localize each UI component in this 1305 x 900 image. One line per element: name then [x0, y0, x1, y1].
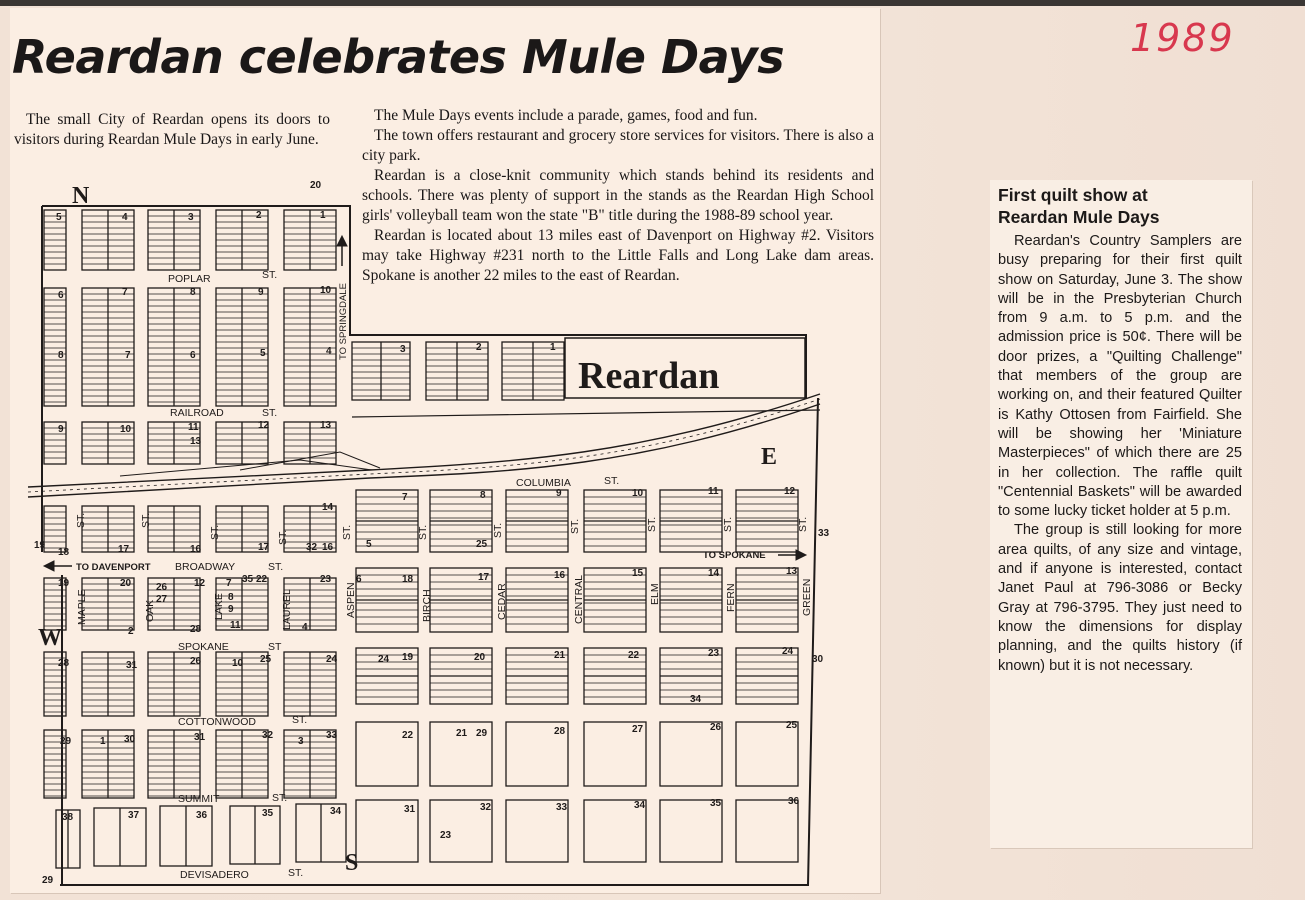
block-number: 21: [554, 650, 566, 661]
block-number: 3: [188, 212, 194, 223]
block-number: 17: [478, 572, 490, 583]
block-number: 19: [58, 578, 70, 589]
street-suffix: ST.: [277, 529, 289, 545]
street-label-spokane: SPOKANE: [178, 641, 229, 653]
map-title: Reardan: [578, 355, 720, 397]
block-number: 13: [786, 566, 798, 577]
block-number: 5: [366, 539, 372, 550]
block-numbers: [34, 180, 830, 886]
block-number: 4: [302, 622, 308, 633]
street-suffix: ST.: [569, 518, 581, 534]
block-number: 31: [126, 660, 138, 671]
block-number: 4: [326, 346, 332, 357]
block-number: 16: [554, 570, 566, 581]
block-number: 8: [480, 490, 486, 501]
article-paragraph: The town offers restaurant and grocery store services for visitors. There is also a city park.: [362, 127, 874, 164]
block-number: 35: [262, 808, 274, 819]
block-number: 28: [190, 624, 202, 635]
street-label-green: GREEN: [801, 578, 813, 616]
block-number: 9: [258, 287, 264, 298]
street-suffix: ST.: [288, 867, 304, 879]
street-suffix: ST.: [492, 522, 504, 538]
block-number: 14: [322, 502, 334, 513]
block-number: 26: [156, 582, 168, 593]
block-number: 36: [196, 810, 208, 821]
block-number: 37: [128, 810, 140, 821]
block-number: 18: [402, 574, 414, 585]
street-suffix: ST.: [268, 561, 284, 573]
block-number: 5: [56, 212, 62, 223]
block-number: 33: [326, 730, 338, 741]
street-label-columbia: COLUMBIA: [516, 477, 571, 489]
street-suffix: ST.: [797, 516, 809, 532]
block-number: 36: [788, 796, 800, 807]
article-paragraph: The small City of Reardan opens its doors to visitors during Reardan Mule Days in early June.: [14, 111, 330, 148]
block-number: 2: [476, 342, 482, 353]
block-number: 20: [120, 578, 132, 589]
block-number: 30: [812, 654, 824, 665]
sidebar-paragraph: The group is still looking for more area quilts, of any size and vintage, and if anyone is interested, contact Janet Paul at 796-3086 or Becky Gray at 796-3795. They just need to know the dimensions for display planning, and the quilts history (if known) but it is not necessary.: [998, 522, 1242, 674]
block-number: 29: [476, 728, 488, 739]
street-suffix: ST.: [272, 792, 288, 804]
block-number: 23: [320, 574, 332, 585]
block-number: 34: [690, 694, 702, 705]
block-number: 9: [556, 488, 562, 499]
block-number: 26: [710, 722, 722, 733]
street-label-devisadero: DEVISADERO: [180, 869, 249, 881]
sidebar-headline-line: Reardan Mule Days: [998, 207, 1160, 227]
block-number: 28: [554, 726, 566, 737]
block-number: 18: [58, 547, 70, 558]
block-number: 24: [782, 646, 794, 657]
block-number: 17: [258, 542, 270, 553]
block-number: 29: [42, 875, 54, 886]
block-number: 32: [480, 802, 492, 813]
block-number: 11: [188, 422, 199, 433]
street-label-elm: ELM: [649, 583, 661, 605]
block-number: 10: [232, 658, 244, 669]
to-springdale-label: TO SPRINGDALE: [338, 283, 349, 360]
sidebar-headline: [998, 184, 1238, 228]
block-number: 21: [456, 728, 468, 739]
block-number: 6: [190, 350, 196, 361]
block-number: 16: [322, 542, 334, 553]
street-label-poplar: POPLAR: [168, 273, 211, 285]
block-number: 8: [58, 350, 64, 361]
city-block: [660, 800, 722, 862]
block-number: 11: [230, 620, 241, 631]
block-number: 35: [242, 574, 254, 585]
compass-west: W: [38, 625, 62, 651]
railroad-track: [28, 394, 820, 497]
block-number: 6: [356, 574, 362, 585]
block-number: 3: [400, 344, 406, 355]
city-block: [736, 722, 798, 786]
block-number: 12: [258, 420, 270, 431]
street-suffix: ST.: [646, 516, 658, 532]
block-number: 20: [310, 180, 322, 191]
block-number: 10: [320, 285, 332, 296]
street-label-summit: SUMMIT: [178, 793, 220, 805]
block-number: 28: [58, 658, 70, 669]
block-number: 11: [708, 486, 719, 497]
block-number: 16: [190, 544, 202, 555]
street-suffix: ST.: [722, 516, 734, 532]
block-number: 26: [190, 656, 202, 667]
block-number: 1: [320, 210, 326, 221]
block-number: 25: [786, 720, 798, 731]
compass-north: N: [72, 183, 90, 209]
block-number: 33: [556, 802, 568, 813]
block-number: 9: [228, 604, 234, 615]
block-number: 12: [784, 486, 796, 497]
street-label-broadway: BROADWAY: [175, 561, 236, 573]
street-suffix: ST.: [341, 524, 353, 540]
block-number: 33: [818, 528, 830, 539]
street-suffix: ST.: [262, 407, 278, 419]
block-number: 20: [474, 652, 486, 663]
block-number: 7: [402, 492, 408, 503]
block-number: 27: [632, 724, 644, 735]
block-number: 34: [330, 806, 342, 817]
street-label-aspen: ASPEN: [345, 582, 357, 618]
street-suffix: ST.: [209, 524, 221, 540]
street-label-fern: FERN: [725, 583, 737, 612]
street-suffix: ST.: [292, 714, 308, 726]
street-label-birch: BIRCH: [421, 589, 433, 622]
article-headline: Reardan celebrates Mule Days: [12, 30, 785, 84]
block-number: 9: [58, 424, 64, 435]
street-suffix: ST: [268, 641, 282, 653]
article-paragraph: Reardan is located about 13 miles east of Davenport on Highway #2. Visitors may take Highway #231 north to the Little Falls and Long Lake dam areas. Spokane is another 22 miles to the east of Reardan.: [362, 227, 874, 284]
compass-east: E: [761, 444, 778, 470]
city-block: [736, 800, 798, 862]
street-label-central: CENTRAL: [573, 574, 585, 624]
block-number: 35: [710, 798, 722, 809]
to-spokane-label: TO SPOKANE: [703, 550, 766, 561]
street-suffix: ST.: [75, 512, 87, 528]
block-number: 32: [262, 730, 274, 741]
block-number: 5: [260, 348, 266, 359]
block-number: 27: [156, 594, 168, 605]
block-number: 23: [440, 830, 452, 841]
block-number: 15: [632, 568, 644, 579]
block-number: 10: [632, 488, 644, 499]
street-suffix: ST.: [417, 524, 429, 540]
block-number: 17: [118, 544, 130, 555]
block-number: 13: [190, 436, 202, 447]
block-number: 14: [708, 568, 720, 579]
block-number: 29: [60, 736, 72, 747]
block-number: 3: [298, 736, 304, 747]
block-number: 1: [100, 736, 106, 747]
block-number: 19: [34, 540, 46, 551]
block-number: 2: [256, 210, 262, 221]
block-number: 23: [708, 648, 720, 659]
sidebar-paragraph: Reardan's Country Samplers are busy preparing for their first quilt show on Saturday, June 3. The show will be in the Presbyterian Church from 9 a.m. to 5 p.m. and the admission price is 50¢. There will be door prizes, a "Quilting Challenge" that members of the group are working on, and their featured Quilter is Kathy Ottosen from Fairfield. She will be showing her 'Miniature Masterpieces" of which there are 25 in her collection. The raffle quilt "Centennial Baskets" will be awarded to some lucky ticket holder at 5 p.m.: [998, 233, 1242, 520]
block-number: 32: [306, 542, 318, 553]
block-number: 24: [326, 654, 338, 665]
street-suffix: ST.: [140, 512, 152, 528]
street-suffix: ST.: [604, 475, 620, 487]
city-block: [44, 506, 66, 552]
street-label-cottonwood: COTTONWOOD: [178, 716, 256, 728]
sidebar-body: [998, 232, 1242, 676]
block-number: 7: [122, 287, 128, 298]
sidebar-headline-line: First quilt show at: [998, 185, 1148, 205]
block-number: 31: [404, 804, 416, 815]
block-number: 30: [124, 734, 136, 745]
block-number: 38: [62, 812, 74, 823]
street-suffix: ST.: [262, 269, 278, 281]
block-number: 7: [125, 350, 131, 361]
block-number: 8: [228, 592, 234, 603]
block-number: 22: [256, 574, 268, 585]
handwritten-year: 1989: [1130, 16, 1235, 60]
street-label-cedar: CEDAR: [496, 583, 508, 620]
block-number: 22: [628, 650, 640, 661]
street-label-lake: LAKE: [213, 593, 225, 620]
street-label-laurel: LAUREL: [281, 589, 293, 630]
block-number: 7: [226, 578, 232, 589]
block-number: 2: [128, 626, 134, 637]
block-number: 8: [190, 287, 196, 298]
block-number: 13: [320, 420, 332, 431]
block-number: 25: [260, 654, 272, 665]
block-number: 24: [378, 654, 390, 665]
block-number: 22: [402, 730, 414, 741]
block-number: 34: [634, 800, 646, 811]
block-number: 12: [194, 578, 206, 589]
block-number: 1: [550, 342, 556, 353]
block-number: 19: [402, 652, 414, 663]
street-label-oak: OAK: [144, 599, 156, 622]
block-number: 6: [58, 290, 64, 301]
block-number: 4: [122, 212, 128, 223]
street-label-maple: MAPLE: [76, 589, 88, 625]
street-label-railroad: RAILROAD: [170, 407, 224, 419]
article-paragraph: Reardan is a close-knit community which stands behind its residents and schools. There was plenty of support in the stands as the Reardan High School girls' volleyball team won the state "B" title during the 1988-89 school year.: [362, 167, 874, 224]
article-paragraph: The Mule Days events include a parade, games, food and fun.: [374, 107, 758, 124]
block-number: 25: [476, 539, 488, 550]
to-davenport-label: TO DAVENPORT: [76, 562, 151, 573]
compass-south: S: [345, 850, 359, 876]
block-number: 31: [194, 732, 206, 743]
block-number: 10: [120, 424, 132, 435]
